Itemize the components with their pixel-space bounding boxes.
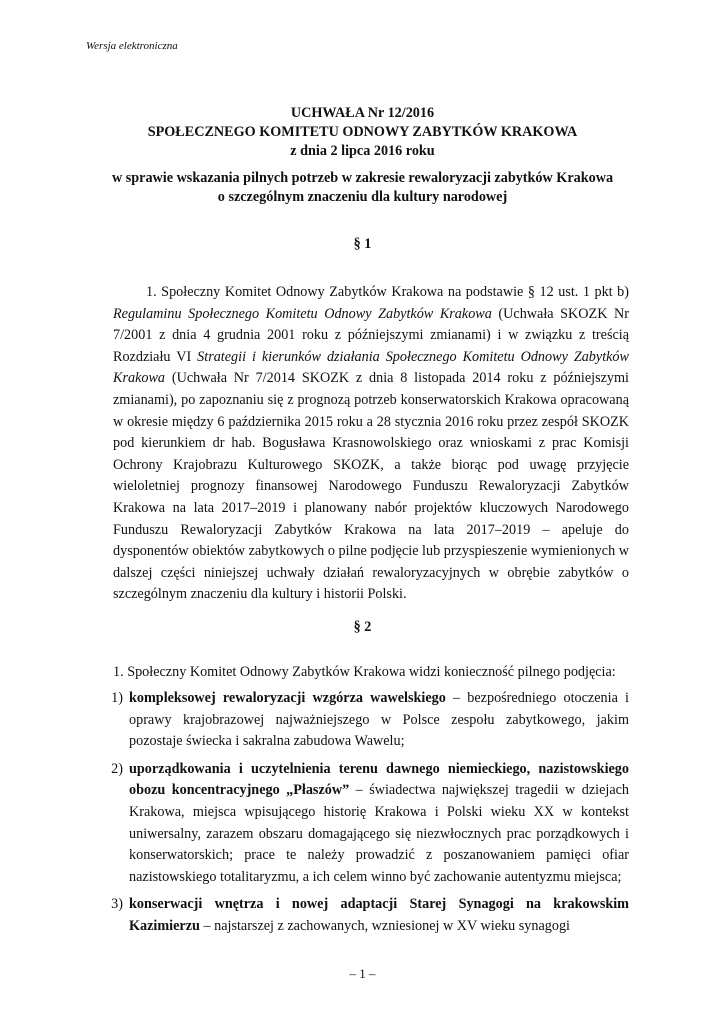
list-item-text: – świadectwa największej tragedii w dziejach Krakowa, miejsca wpisującego historię Krakowa i Polski wieku XX w kontekst uniwersalny, zarazem obszaru domagającego się niezwłocznych prac porządkowych i konserwatorskich; prace te należy prowadzić z poszanowaniem pamięci ofiar nazistowskiego totalitaryzmu, a ich celem winno być zachowanie autentyzmu miejsca; [129, 782, 630, 885]
para1-regulation-title: Regulaminu Społecznego Komitetu Odnowy Zabytków Krakowa [113, 305, 492, 322]
resolution-number: UCHWAŁA Nr 12/2016 [290, 105, 435, 121]
section-2-intro: 1. Społeczny Komitet Odnowy Zabytków Krakowa widzi konieczność pilnego podjęcia: [113, 664, 616, 680]
electronic-version-note: Wersja elektroniczna [86, 40, 178, 52]
list-item-text: – bezpośredniego otoczenia i oprawy krajobrazowej najważniejszego w Polsce zespołu zabytkowego, jakim pozostaje świecka i sakralna zabudowa Wawelu; [129, 690, 629, 750]
resolution-date: z dnia 2 lipca 2016 roku [290, 143, 435, 159]
committee-name: SPOŁECZNEGO KOMITETU ODNOWY ZABYTKÓW KRAKOWA [147, 124, 578, 140]
resolution-subject [0, 169, 725, 207]
list-item-heading: konserwacji wnętrza i nowej adaptacji Starej Synagogi na krakowskim Kazimierzu [129, 896, 629, 934]
section-1-paragraph [113, 282, 629, 606]
list-item-text: – najstarszej z zachowanych, wzniesionej w XV wieku synagogi [199, 917, 571, 934]
section-1-mark: § 1 [353, 236, 372, 252]
page-number: – 1 – [349, 966, 376, 981]
list-item [113, 759, 629, 889]
list-item [113, 688, 629, 753]
list-item [113, 894, 629, 937]
list-item-number: 3) [111, 896, 123, 913]
resolution-title [0, 104, 725, 161]
list-item-number: 1) [111, 690, 123, 706]
section-2-mark: § 2 [353, 619, 372, 635]
list-item-heading: kompleksowej rewaloryzacji wzgórza wawelskiego [129, 690, 446, 706]
priority-list [113, 688, 629, 944]
para1-part-e: (Uchwała Nr 7/2014 SKOZK z dnia 8 listopada 2014 roku z późniejszymi zmianami), po zapoznaniu się z prognozą potrzeb konserwatorskich Krakowa opracowaną w okresie między 6 października 2015 roku a 28 stycznia 2016 roku przez zespół SKOZK pod kierunkiem dr hab. Bogusława Krasnowolskiego oraz wnioskami z prac Komisji Ochrony Krajobrazu Kulturowego SKOZK, a także biorąc pod uwagę przyjęcie wieloletniej prognozy finansowej Narodowego Funduszu Rewaloryzacji Zabytków Krakowa na lata 2017–2019 i planowany nabór projektów kluczowych Narodowego Funduszu Rewaloryzacji Zabytków Krakowa na lata 2017–2019 – apeluje do dysponentów obiektów zabytkowych o pilne podjęcie lub przyspieszenie wymienionych w dalszej części niniejszej uchwały działań rewaloryzacyjnych w obrębie zabytków o szczególnym znaczeniu dla kultury i historii Polski. [113, 370, 629, 603]
subject-line-1: w sprawie wskazania pilnych potrzeb w zakresie rewaloryzacji zabytków Krakowa [111, 170, 614, 186]
para1-part-a: 1. Społeczny Komitet Odnowy Zabytków Krakowa na podstawie § 12 ust. 1 pkt b) [146, 284, 629, 300]
para1-part-c: (Uchwała SKOZK Nr 7/2001 z dnia 4 grudnia 2001 roku z późniejszymi zmianami) i w związku z treścią Rozdziału VI [113, 305, 629, 365]
list-item-heading: uporządkowania i uczytelnienia terenu dawnego niemieckiego, nazistowskiego obozu koncentracyjnego „Płaszów” [129, 760, 629, 799]
list-item-number: 2) [111, 760, 123, 777]
para1-strategy-title: Strategii i kierunków działania Społecznego Komitetu Odnowy Zabytków Krakowa [113, 348, 629, 387]
subject-line-2: o szczególnym znaczeniu dla kultury narodowej [217, 189, 508, 205]
